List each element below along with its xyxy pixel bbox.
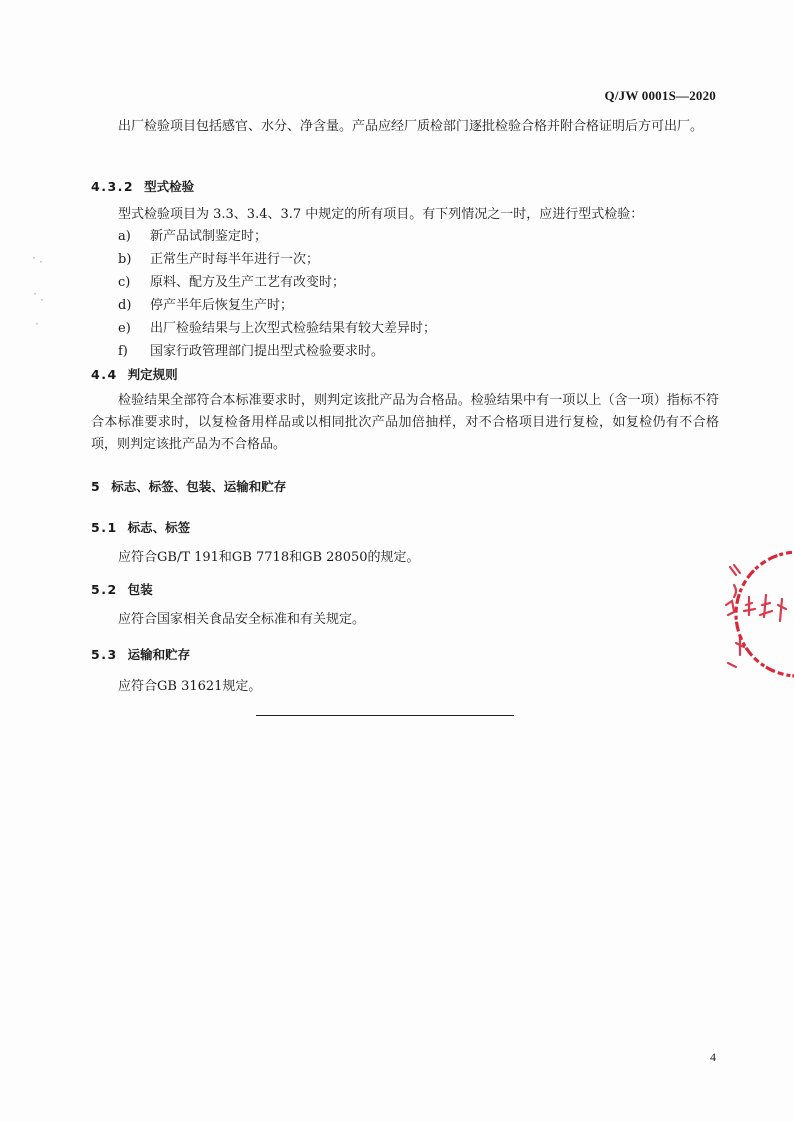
transport-storage-text: 应符合GB 31621规定。 <box>118 679 262 694</box>
list-text: 停产半年后恢复生产时； <box>150 298 294 313</box>
list-item <box>118 295 293 317</box>
judgement-rules-paragraph: 检验结果全部符合本标准要求时，则判定该批产品为合格品。检验结果中有一项以上（含一项）指标不符合本标准要求时，以复检备用样品或以相同批次产品加倍抽样，对不合格项目进行复检，如复检仍有不合格项，则判定该批产品为不合格品。 <box>91 393 719 452</box>
type-inspection-intro: 型式检验项目为 3.3、3.4、3.7 中规定的所有项目。有下列情况之一时，应进行型式检验： <box>118 207 644 222</box>
section-title: 标志、标签 <box>127 520 191 535</box>
section-heading-5-2 <box>91 580 153 600</box>
list-mark: b) <box>118 252 132 267</box>
list-text: 新产品试制鉴定时； <box>150 229 268 244</box>
section-heading-5 <box>91 477 286 497</box>
list-item <box>118 272 345 294</box>
list-text: 正常生产时每半年进行一次； <box>150 252 320 267</box>
section-title: 型式检验 <box>144 179 195 194</box>
section-number: 5.3 <box>91 647 118 662</box>
list-mark: f) <box>118 344 128 359</box>
page-number: 4 <box>710 1050 716 1064</box>
section-number: 4.4 <box>91 367 118 382</box>
list-text: 国家行政管理部门提出型式检验要求时。 <box>150 344 385 359</box>
list-mark: d) <box>118 298 132 313</box>
packaging-text: 应符合国家相关食品安全标准和有关规定。 <box>118 612 366 627</box>
section-title: 包装 <box>127 582 153 597</box>
list-mark: e) <box>118 321 131 336</box>
section-heading-5-3 <box>91 645 190 665</box>
section-number: 4.3.2 <box>91 179 135 194</box>
list-text: 原料、配方及生产工艺有改变时； <box>150 275 346 290</box>
seal-stamp-icon <box>722 545 794 683</box>
section-heading-4-4 <box>91 365 178 385</box>
section-title: 判定规则 <box>127 367 178 382</box>
section-title: 标志、标签、包装、运输和贮存 <box>111 479 287 494</box>
list-item <box>118 249 319 271</box>
list-mark: a) <box>118 229 131 244</box>
document-code: Q/JW 0001S—2020 <box>604 88 716 103</box>
section-number: 5.1 <box>91 520 118 535</box>
section-number: 5 <box>91 479 102 494</box>
list-item <box>118 318 436 340</box>
intro-paragraph: 出厂检验项目包括感官、水分、净含量。产品应经厂质检部门逐批检验合格并附合格证明后方可出厂。 <box>118 119 704 134</box>
section-title: 运输和贮存 <box>127 647 191 662</box>
list-item <box>118 226 267 248</box>
list-text: 出厂检验结果与上次型式检验结果有较大差异时； <box>150 321 437 336</box>
section-number: 5.2 <box>91 582 118 597</box>
list-item <box>118 341 384 363</box>
end-rule <box>256 715 514 716</box>
scan-specks <box>30 255 50 335</box>
section-heading-4-3-2 <box>91 177 194 197</box>
list-mark: c) <box>118 275 131 290</box>
section-heading-5-1 <box>91 518 190 538</box>
marking-text: 应符合GB/T 191和GB 7718和GB 28050的规定。 <box>118 550 420 565</box>
